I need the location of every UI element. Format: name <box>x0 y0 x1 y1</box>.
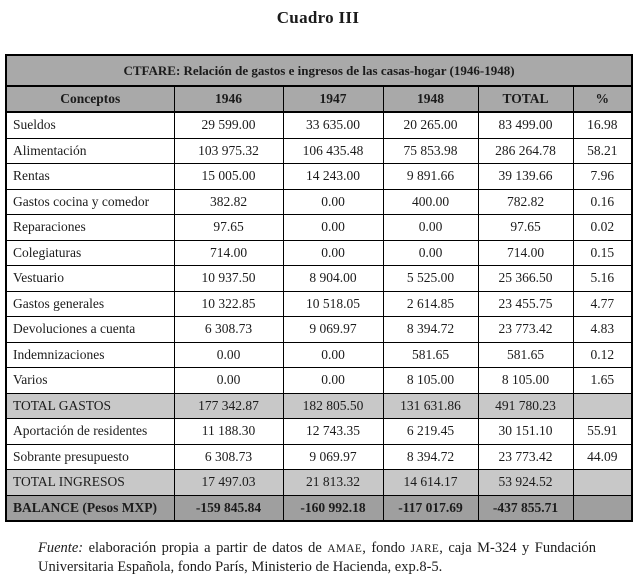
value-cell: 4.83 <box>573 317 632 343</box>
column-header-: % <box>573 86 632 112</box>
concept-cell: Rentas <box>6 164 174 190</box>
value-cell: 25 366.50 <box>478 266 573 292</box>
value-cell: 23 773.42 <box>478 444 573 470</box>
source-label: Fuente: <box>38 540 84 556</box>
source-text: AMAE <box>327 543 363 555</box>
value-cell: 20 265.00 <box>383 112 478 138</box>
value-cell: 0.15 <box>573 240 632 266</box>
value-cell: 97.65 <box>478 215 573 241</box>
value-cell: 286 264.78 <box>478 138 573 164</box>
value-cell: -117 017.69 <box>383 495 478 521</box>
value-cell: 2 614.85 <box>383 291 478 317</box>
column-header-total: TOTAL <box>478 86 573 112</box>
value-cell: 1.65 <box>573 368 632 394</box>
value-cell: 75 853.98 <box>383 138 478 164</box>
table-row <box>6 470 632 496</box>
value-cell: 30 151.10 <box>478 419 573 445</box>
source-text: , caja M-324 y Fundación Universitaria Española, fondo París, Ministerio de Hacienda, exp.8-5. <box>38 540 596 576</box>
value-cell: 8 904.00 <box>283 266 383 292</box>
value-cell: 9 069.97 <box>283 444 383 470</box>
value-cell: 7.96 <box>573 164 632 190</box>
value-cell: 0.00 <box>283 342 383 368</box>
value-cell: 177 342.87 <box>174 393 283 419</box>
value-cell: 0.00 <box>383 215 478 241</box>
value-cell: 106 435.48 <box>283 138 383 164</box>
table-caption: CTFARE: Relación de gastos e ingresos de las casas-hogar (1946-1948) <box>6 55 632 86</box>
value-cell: 0.00 <box>383 240 478 266</box>
table-row <box>6 240 632 266</box>
value-cell: 11 188.30 <box>174 419 283 445</box>
value-cell: 8 394.72 <box>383 317 478 343</box>
value-cell: -160 992.18 <box>283 495 383 521</box>
table-row <box>6 112 632 138</box>
column-header-1947: 1947 <box>283 86 383 112</box>
concept-cell: BALANCE (Pesos MXP) <box>6 495 174 521</box>
table-row <box>6 419 632 445</box>
value-cell: 714.00 <box>478 240 573 266</box>
table-row <box>6 164 632 190</box>
source-note <box>38 539 596 577</box>
value-cell: 53 924.52 <box>478 470 573 496</box>
value-cell: 97.65 <box>174 215 283 241</box>
source-text: , fondo <box>362 540 411 556</box>
value-cell: 6 219.45 <box>383 419 478 445</box>
value-cell: 6 308.73 <box>174 444 283 470</box>
value-cell: 12 743.35 <box>283 419 383 445</box>
value-cell: 0.12 <box>573 342 632 368</box>
page-title: Cuadro III <box>276 8 360 27</box>
value-cell: 10 322.85 <box>174 291 283 317</box>
column-header-1948: 1948 <box>383 86 478 112</box>
value-cell: 0.00 <box>283 368 383 394</box>
value-cell: 8 394.72 <box>383 444 478 470</box>
concept-cell: Aportación de residentes <box>6 419 174 445</box>
value-cell: 58.21 <box>573 138 632 164</box>
value-cell: 0.00 <box>174 342 283 368</box>
ctfare-table <box>5 54 633 522</box>
concept-cell: Devoluciones a cuenta <box>6 317 174 343</box>
value-cell: 782.82 <box>478 189 573 215</box>
table-row <box>6 266 632 292</box>
value-cell: 0.00 <box>283 215 383 241</box>
concept-cell: Sobrante presupuesto <box>6 444 174 470</box>
table-row <box>6 189 632 215</box>
concept-cell: TOTAL GASTOS <box>6 393 174 419</box>
value-cell: 0.16 <box>573 189 632 215</box>
value-cell: 491 780.23 <box>478 393 573 419</box>
value-cell: -437 855.71 <box>478 495 573 521</box>
concept-cell: Gastos generales <box>6 291 174 317</box>
value-cell: 33 635.00 <box>283 112 383 138</box>
table-row <box>6 342 632 368</box>
table-row <box>6 368 632 394</box>
value-cell: 16.98 <box>573 112 632 138</box>
value-cell: 55.91 <box>573 419 632 445</box>
value-cell <box>573 470 632 496</box>
value-cell <box>573 393 632 419</box>
value-cell: 0.00 <box>174 368 283 394</box>
value-cell: 9 069.97 <box>283 317 383 343</box>
value-cell: 8 105.00 <box>478 368 573 394</box>
concept-cell: Sueldos <box>6 112 174 138</box>
value-cell: 14 243.00 <box>283 164 383 190</box>
table-caption-row <box>6 55 632 86</box>
column-header-1946: 1946 <box>174 86 283 112</box>
value-cell: 8 105.00 <box>383 368 478 394</box>
value-cell: 23 773.42 <box>478 317 573 343</box>
value-cell: 714.00 <box>174 240 283 266</box>
value-cell: 21 813.32 <box>283 470 383 496</box>
value-cell: 382.82 <box>174 189 283 215</box>
concept-cell: Alimentación <box>6 138 174 164</box>
value-cell: 15 005.00 <box>174 164 283 190</box>
value-cell: 5.16 <box>573 266 632 292</box>
value-cell: 581.65 <box>383 342 478 368</box>
concept-cell: Vestuario <box>6 266 174 292</box>
value-cell: 39 139.66 <box>478 164 573 190</box>
table-row <box>6 317 632 343</box>
page <box>0 8 636 577</box>
table-row <box>6 495 632 521</box>
value-cell: 17 497.03 <box>174 470 283 496</box>
value-cell: 0.02 <box>573 215 632 241</box>
concept-cell: Indemnizaciones <box>6 342 174 368</box>
value-cell: 103 975.32 <box>174 138 283 164</box>
value-cell: 5 525.00 <box>383 266 478 292</box>
value-cell: 0.00 <box>283 240 383 266</box>
concept-cell: TOTAL INGRESOS <box>6 470 174 496</box>
column-header-conceptos: Conceptos <box>6 86 174 112</box>
value-cell: 0.00 <box>283 189 383 215</box>
value-cell: 29 599.00 <box>174 112 283 138</box>
value-cell: 400.00 <box>383 189 478 215</box>
source-text: elaboración propia a partir de datos de <box>83 540 328 556</box>
table-row <box>6 444 632 470</box>
value-cell: 131 631.86 <box>383 393 478 419</box>
source-text: JARE <box>410 543 440 555</box>
value-cell: 44.09 <box>573 444 632 470</box>
concept-cell: Varios <box>6 368 174 394</box>
value-cell: 9 891.66 <box>383 164 478 190</box>
value-cell: 581.65 <box>478 342 573 368</box>
table-row <box>6 215 632 241</box>
value-cell: 182 805.50 <box>283 393 383 419</box>
value-cell: 10 937.50 <box>174 266 283 292</box>
value-cell: -159 845.84 <box>174 495 283 521</box>
concept-cell: Reparaciones <box>6 215 174 241</box>
concept-cell: Gastos cocina y comedor <box>6 189 174 215</box>
concept-cell: Colegiaturas <box>6 240 174 266</box>
table-row <box>6 138 632 164</box>
column-header-row <box>6 86 632 112</box>
value-cell: 83 499.00 <box>478 112 573 138</box>
value-cell: 14 614.17 <box>383 470 478 496</box>
value-cell: 23 455.75 <box>478 291 573 317</box>
value-cell: 6 308.73 <box>174 317 283 343</box>
value-cell: 4.77 <box>573 291 632 317</box>
table-row <box>6 393 632 419</box>
table-row <box>6 291 632 317</box>
value-cell: 10 518.05 <box>283 291 383 317</box>
value-cell <box>573 495 632 521</box>
